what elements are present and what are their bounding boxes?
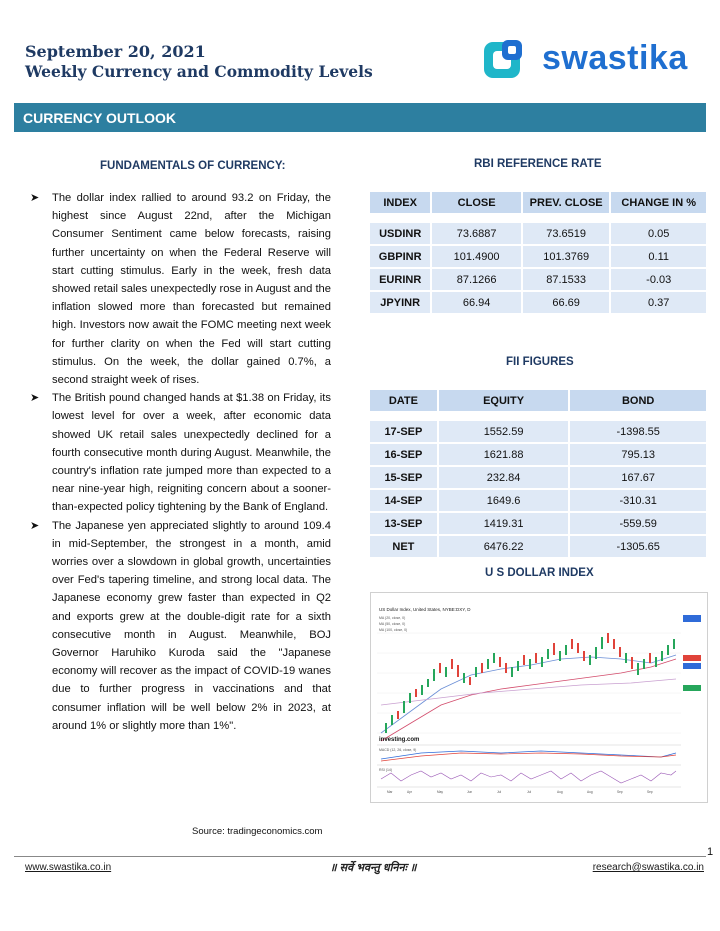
change-cell: 0.11 bbox=[611, 246, 706, 267]
svg-text:Jun: Jun bbox=[467, 790, 473, 794]
logo-mark-icon bbox=[482, 38, 526, 82]
svg-text:Sep: Sep bbox=[617, 790, 623, 794]
svg-text:Mar: Mar bbox=[387, 790, 393, 794]
equity-cell: 1419.31 bbox=[439, 513, 569, 534]
website-link[interactable]: www.swastika.co.in bbox=[25, 862, 112, 873]
bullet-item bbox=[30, 189, 331, 389]
usd-index-chart-image bbox=[370, 592, 708, 803]
table-row bbox=[370, 246, 706, 267]
bullet-item bbox=[30, 517, 331, 735]
col-header: INDEX bbox=[370, 192, 430, 213]
equity-cell: 232.84 bbox=[439, 467, 569, 488]
fii-title: FII FIGURES bbox=[506, 356, 574, 368]
table-row bbox=[370, 513, 706, 534]
page-number: 1 bbox=[707, 846, 714, 858]
change-cell: 0.05 bbox=[611, 223, 706, 244]
usd-chart-title: U S DOLLAR INDEX bbox=[485, 567, 594, 579]
bond-cell: -1305.65 bbox=[570, 536, 706, 557]
svg-text:MA (50, close, 0): MA (50, close, 0) bbox=[379, 622, 406, 626]
email-link[interactable]: research@swastika.co.in bbox=[592, 862, 704, 873]
col-header: EQUITY bbox=[439, 390, 569, 411]
table-row bbox=[370, 421, 706, 442]
bond-cell: -559.59 bbox=[570, 513, 706, 534]
svg-text:MA (20, close, 0): MA (20, close, 0) bbox=[379, 616, 406, 620]
close-cell: 73.6887 bbox=[432, 223, 521, 244]
fii-table bbox=[368, 388, 708, 559]
table-row bbox=[370, 223, 706, 244]
table-header-row bbox=[370, 390, 706, 411]
date-cell: 17-SEP bbox=[370, 421, 437, 442]
equity-cell: 1649.6 bbox=[439, 490, 569, 511]
source-note: Source: tradingeconomics.com bbox=[192, 826, 323, 837]
equity-cell: 6476.22 bbox=[439, 536, 569, 557]
equity-cell: 1621.88 bbox=[439, 444, 569, 465]
col-header: CHANGE IN % bbox=[611, 192, 706, 213]
chart-watermark: investing.com bbox=[379, 737, 420, 743]
svg-text:Aug: Aug bbox=[587, 790, 593, 794]
date-cell: 15-SEP bbox=[370, 467, 437, 488]
table-row bbox=[370, 444, 706, 465]
bond-cell: -310.31 bbox=[570, 490, 706, 511]
col-header: BOND bbox=[570, 390, 706, 411]
svg-text:RSI (14): RSI (14) bbox=[379, 768, 393, 772]
bullet-item bbox=[30, 389, 331, 516]
logo-text: swastika bbox=[542, 39, 688, 77]
rbi-title: RBI REFERENCE RATE bbox=[474, 158, 602, 170]
svg-text:MACD (12, 26, close, 9): MACD (12, 26, close, 9) bbox=[379, 748, 417, 752]
svg-text:May: May bbox=[437, 790, 444, 794]
bullet-text-yen: The Japanese yen appreciated slightly to around 109.4 in mid-September, the strongest in a month, amid worries over a slowdown in global growth, uncertainties over Fed's tapering timeline, and strong local data. The Japanese economy grew faster than expected in Q2 and exports grew at the double-digit rate for a sixth consecutive month in August. Meanwhile, BOJ Governor Haruhiko Kuroda said the "Japanese economy will recover as the impact of COVID-19 wanes due to further progress in vaccinations and that consumer inflation will be well below 2% in 2023, at around 1% or slightly more than 1%". bbox=[52, 519, 331, 732]
usd-chart-svg bbox=[371, 593, 707, 802]
arrow-bullet-icon: ➤ bbox=[30, 392, 40, 405]
index-cell: USDINR bbox=[370, 223, 430, 244]
prev-close-cell: 101.3769 bbox=[523, 246, 610, 267]
prev-close-cell: 87.1533 bbox=[523, 269, 610, 290]
rbi-table bbox=[368, 190, 708, 315]
date-cell: 14-SEP bbox=[370, 490, 437, 511]
chart-header-text: US Dollar Index, United States, NYBE:DXY, D bbox=[379, 607, 471, 612]
index-cell: EURINR bbox=[370, 269, 430, 290]
svg-text:MA (100, close, 0): MA (100, close, 0) bbox=[379, 628, 408, 632]
table-row bbox=[370, 269, 706, 290]
col-header: CLOSE bbox=[432, 192, 521, 213]
date-cell: 16-SEP bbox=[370, 444, 437, 465]
svg-text:Aug: Aug bbox=[557, 790, 563, 794]
table-row bbox=[370, 536, 706, 557]
report-date: September 20, 2021 bbox=[25, 42, 206, 61]
index-cell: GBPINR bbox=[370, 246, 430, 267]
close-cell: 101.4900 bbox=[432, 246, 521, 267]
change-cell: 0.37 bbox=[611, 292, 706, 313]
fundamentals-title: FUNDAMENTALS OF CURRENCY: bbox=[100, 160, 286, 172]
bond-cell: 795.13 bbox=[570, 444, 706, 465]
footer-motto: ॥ सर्वे भवन्तु धनिनः ॥ bbox=[330, 862, 417, 874]
bond-cell: 167.67 bbox=[570, 467, 706, 488]
arrow-bullet-icon: ➤ bbox=[30, 192, 40, 204]
table-header-row bbox=[370, 192, 706, 213]
footer-divider bbox=[14, 856, 706, 857]
table-row bbox=[370, 467, 706, 488]
bond-cell: -1398.55 bbox=[570, 421, 706, 442]
svg-text:Jul: Jul bbox=[497, 790, 502, 794]
close-cell: 87.1266 bbox=[432, 269, 521, 290]
col-header: PREV. CLOSE bbox=[523, 192, 610, 213]
table-row bbox=[370, 292, 706, 313]
col-header: DATE bbox=[370, 390, 437, 411]
table-row bbox=[370, 490, 706, 511]
bullet-text-dollar: The dollar index rallied to around 93.2 on Friday, the highest since August 22nd, after the Michigan Consumer Sentiment came below forecasts, raising further uncertainty on when the Federal Reserve will start cutting stimulus. Early in the week, fresh data showed retail sales unexpectedly rose in August and the inflation slowed more than forecasted but remained high. Investors now await the FOMC meeting next week for further clarity on when the Fed will start cutting stimulus. On the week, the dollar gained 0.7%, a second straight week of rises. bbox=[52, 192, 331, 387]
arrow-bullet-icon: ➤ bbox=[30, 519, 40, 532]
banner-label: CURRENCY OUTLOOK bbox=[23, 110, 176, 126]
svg-text:Apr: Apr bbox=[407, 790, 412, 794]
prev-close-cell: 66.69 bbox=[523, 292, 610, 313]
date-cell: 13-SEP bbox=[370, 513, 437, 534]
equity-cell: 1552.59 bbox=[439, 421, 569, 442]
section-banner bbox=[14, 103, 706, 132]
close-cell: 66.94 bbox=[432, 292, 521, 313]
bullet-text-pound: The British pound changed hands at $1.38 on Friday, its lowest level for over a week, after economic data showed UK retail sales unexpectedly declined for a fourth consecutive month during August. Meanwhile, the country's inflation rate jumped more than expected to a near nine-year high, reigniting concern about a sooner-than-expected policy tightening by the Bank of England. bbox=[52, 392, 331, 514]
swastika-logo bbox=[482, 38, 702, 82]
report-title: Weekly Currency and Commodity Levels bbox=[25, 62, 373, 81]
fundamentals-text bbox=[30, 189, 331, 735]
svg-text:Sep: Sep bbox=[647, 790, 653, 794]
change-cell: -0.03 bbox=[611, 269, 706, 290]
date-cell: NET bbox=[370, 536, 437, 557]
svg-text:Jul: Jul bbox=[527, 790, 532, 794]
index-cell: JPYINR bbox=[370, 292, 430, 313]
prev-close-cell: 73.6519 bbox=[523, 223, 610, 244]
